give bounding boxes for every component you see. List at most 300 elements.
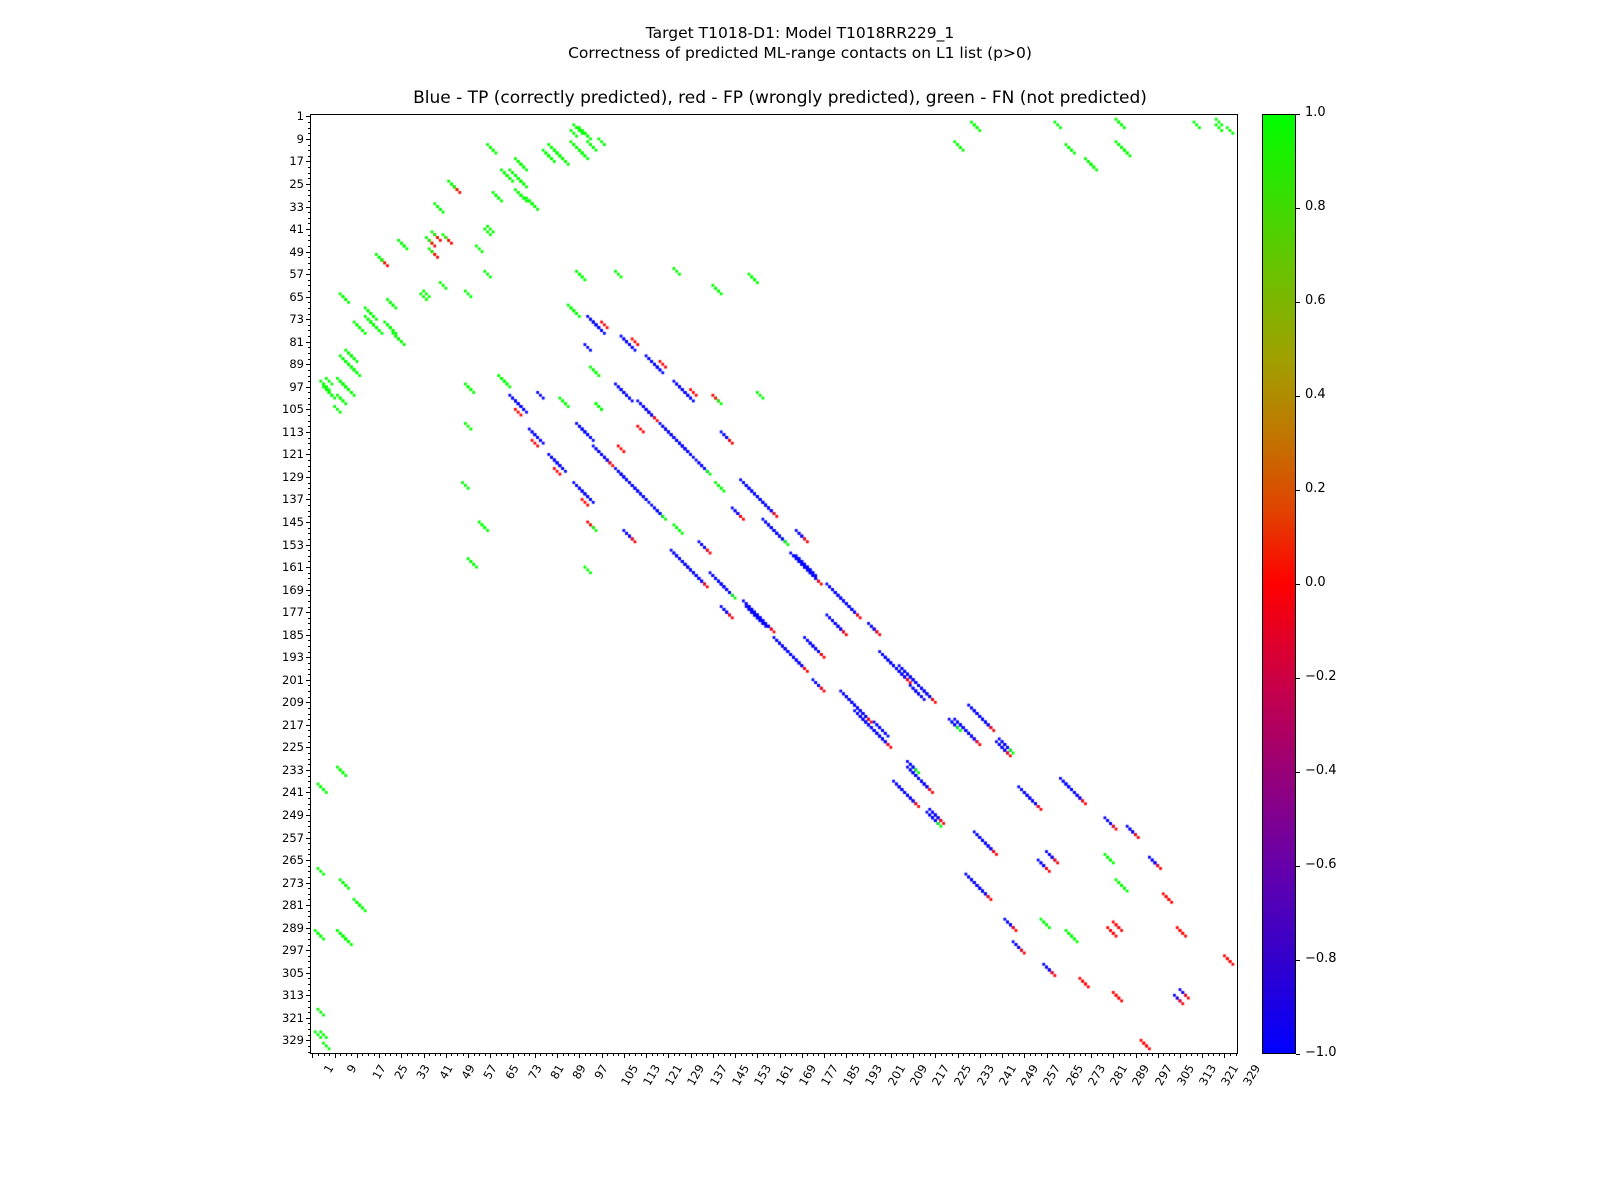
x-tick-281: [1091, 1054, 1092, 1058]
x-tick-label-129: 129: [684, 1062, 708, 1089]
x-tick-label-153: 153: [751, 1062, 775, 1089]
y-minor-tick: [308, 832, 310, 833]
x-minor-tick: [818, 1054, 819, 1056]
x-minor-tick: [730, 1054, 731, 1056]
y-tick-217: [306, 725, 310, 726]
x-tick-label-89: 89: [569, 1062, 589, 1082]
x-minor-tick: [807, 1054, 808, 1056]
x-minor-tick: [451, 1054, 452, 1056]
x-minor-tick: [746, 1054, 747, 1056]
y-tick-label-33: 33: [289, 199, 304, 214]
y-tick-label-153: 153: [282, 537, 304, 552]
x-minor-tick: [390, 1054, 391, 1056]
x-minor-tick: [546, 1054, 547, 1056]
x-minor-tick: [474, 1054, 475, 1056]
y-minor-tick: [308, 488, 310, 489]
x-minor-tick: [552, 1054, 553, 1056]
x-tick-233: [958, 1054, 959, 1058]
x-tick-193: [846, 1054, 847, 1058]
x-minor-tick: [768, 1054, 769, 1056]
x-tick-label-105: 105: [617, 1062, 641, 1089]
colorbar-tick-label: −0.4: [1305, 763, 1337, 778]
y-tick-129: [306, 477, 310, 478]
y-tick-label-313: 313: [282, 988, 304, 1003]
y-minor-tick: [308, 240, 310, 241]
y-minor-tick: [308, 736, 310, 737]
y-minor-tick: [308, 787, 310, 788]
x-minor-tick: [346, 1054, 347, 1056]
x-minor-tick: [791, 1054, 792, 1056]
y-minor-tick: [308, 415, 310, 416]
x-minor-tick: [385, 1054, 386, 1056]
x-minor-tick: [362, 1054, 363, 1056]
x-tick-label-17: 17: [369, 1062, 389, 1082]
x-tick-label-33: 33: [413, 1062, 434, 1082]
x-tick-label-113: 113: [639, 1062, 663, 1089]
y-minor-tick: [308, 178, 310, 179]
colorbar-tick: [1296, 302, 1300, 303]
x-tick-label-265: 265: [1062, 1062, 1086, 1089]
colorbar-tick: [1296, 584, 1300, 585]
x-minor-tick: [524, 1054, 525, 1056]
y-minor-tick: [308, 133, 310, 134]
y-minor-tick: [308, 652, 310, 653]
y-minor-tick: [308, 871, 310, 872]
x-minor-tick: [1013, 1054, 1014, 1056]
y-minor-tick: [308, 449, 310, 450]
y-minor-tick: [308, 933, 310, 934]
y-minor-tick: [308, 330, 310, 331]
y-tick-label-209: 209: [282, 695, 304, 710]
y-minor-tick: [308, 201, 310, 202]
x-tick-177: [802, 1054, 803, 1058]
y-minor-tick: [308, 404, 310, 405]
y-minor-tick: [308, 347, 310, 348]
x-tick-33: [401, 1054, 402, 1058]
x-minor-tick: [863, 1054, 864, 1056]
x-minor-tick: [368, 1054, 369, 1056]
y-minor-tick: [308, 821, 310, 822]
colorbar-tick: [1296, 678, 1300, 679]
x-minor-tick: [374, 1054, 375, 1056]
y-minor-tick: [308, 629, 310, 630]
x-minor-tick: [1147, 1054, 1148, 1056]
y-minor-tick: [308, 916, 310, 917]
y-minor-tick: [308, 1029, 310, 1030]
x-tick-17: [357, 1054, 358, 1058]
x-minor-tick: [685, 1054, 686, 1056]
colorbar-tick-label: 0.8: [1305, 199, 1326, 214]
x-tick-217: [913, 1054, 914, 1058]
x-minor-tick: [919, 1054, 920, 1056]
x-minor-tick: [930, 1054, 931, 1056]
x-minor-tick: [1236, 1054, 1237, 1056]
y-minor-tick: [308, 984, 310, 985]
x-minor-tick: [407, 1054, 408, 1056]
x-tick-161: [757, 1054, 758, 1058]
colorbar-tick-label: 1.0: [1305, 105, 1326, 120]
x-tick-225: [935, 1054, 936, 1058]
y-tick-label-305: 305: [282, 965, 304, 980]
x-minor-tick: [590, 1054, 591, 1056]
y-minor-tick: [308, 607, 310, 608]
y-tick-label-225: 225: [282, 740, 304, 755]
y-tick-label-17: 17: [289, 154, 304, 169]
figure-suptitle-line2: Correctness of predicted ML-range contacts on L1 list (p>0): [568, 44, 1032, 62]
y-minor-tick: [308, 212, 310, 213]
x-minor-tick: [963, 1054, 964, 1056]
y-tick-label-25: 25: [289, 177, 304, 191]
x-minor-tick: [1174, 1054, 1175, 1056]
y-minor-tick: [308, 1001, 310, 1002]
x-minor-tick: [985, 1054, 986, 1056]
x-tick-137: [691, 1054, 692, 1058]
y-minor-tick: [308, 528, 310, 529]
x-tick-label-137: 137: [706, 1062, 730, 1089]
contact-map-canvas: [311, 115, 1237, 1053]
y-minor-tick: [308, 1012, 310, 1013]
y-tick-label-289: 289: [282, 920, 304, 935]
y-tick-label-113: 113: [282, 424, 304, 439]
x-minor-tick: [996, 1054, 997, 1056]
y-tick-label-185: 185: [282, 627, 304, 642]
x-tick-25: [379, 1054, 380, 1058]
x-minor-tick: [774, 1054, 775, 1056]
y-tick-161: [306, 567, 310, 568]
x-minor-tick: [429, 1054, 430, 1056]
x-tick-label-305: 305: [1173, 1062, 1197, 1089]
y-minor-tick: [308, 804, 310, 805]
y-tick-65: [306, 297, 310, 298]
x-minor-tick: [324, 1054, 325, 1056]
y-tick-label-57: 57: [289, 267, 304, 282]
x-minor-tick: [974, 1054, 975, 1056]
x-minor-tick: [796, 1054, 797, 1056]
x-minor-tick: [707, 1054, 708, 1056]
x-minor-tick: [969, 1054, 970, 1056]
y-tick-193: [306, 657, 310, 658]
y-tick-73: [306, 319, 310, 320]
colorbar-tick: [1296, 1054, 1300, 1055]
x-tick-241: [980, 1054, 981, 1058]
x-minor-tick: [1041, 1054, 1042, 1056]
x-tick-label-193: 193: [862, 1062, 886, 1089]
x-tick-129: [668, 1054, 669, 1058]
x-minor-tick: [663, 1054, 664, 1056]
y-tick-89: [306, 364, 310, 365]
x-tick-49: [446, 1054, 447, 1058]
x-minor-tick: [1208, 1054, 1209, 1056]
x-minor-tick: [902, 1054, 903, 1056]
contact-map-plot: [310, 114, 1238, 1054]
x-minor-tick: [885, 1054, 886, 1056]
x-minor-tick: [952, 1054, 953, 1056]
x-tick-97: [579, 1054, 580, 1058]
x-tick-label-281: 281: [1106, 1062, 1131, 1089]
x-minor-tick: [1097, 1054, 1098, 1056]
y-minor-tick: [308, 1023, 310, 1024]
y-minor-tick: [308, 443, 310, 444]
x-minor-tick: [1230, 1054, 1231, 1056]
x-tick-label-329: 329: [1240, 1062, 1264, 1089]
colorbar-tick-label: 0.0: [1305, 575, 1326, 590]
x-minor-tick: [679, 1054, 680, 1056]
x-minor-tick: [340, 1054, 341, 1056]
x-minor-tick: [1163, 1054, 1164, 1056]
x-tick-249: [1002, 1054, 1003, 1058]
x-minor-tick: [1108, 1054, 1109, 1056]
colorbar-tick-label: −1.0: [1305, 1045, 1337, 1060]
y-tick-113: [306, 432, 310, 433]
x-minor-tick: [896, 1054, 897, 1056]
y-tick-185: [306, 635, 310, 636]
x-tick-313: [1180, 1054, 1181, 1058]
x-tick-label-321: 321: [1218, 1062, 1242, 1089]
y-minor-tick: [308, 325, 310, 326]
y-tick-241: [306, 792, 310, 793]
y-tick-249: [306, 815, 310, 816]
x-minor-tick: [351, 1054, 352, 1056]
y-tick-label-161: 161: [282, 560, 304, 575]
x-minor-tick: [635, 1054, 636, 1056]
y-tick-209: [306, 702, 310, 703]
y-tick-273: [306, 883, 310, 884]
y-minor-tick: [308, 967, 310, 968]
y-minor-tick: [308, 263, 310, 264]
x-tick-105: [602, 1054, 603, 1058]
y-tick-105: [306, 409, 310, 410]
x-tick-label-41: 41: [435, 1062, 456, 1082]
y-tick-label-145: 145: [282, 515, 304, 530]
x-tick-label-241: 241: [995, 1062, 1019, 1089]
x-tick-label-97: 97: [591, 1062, 612, 1082]
y-tick-169: [306, 590, 310, 591]
x-tick-89: [557, 1054, 558, 1058]
y-tick-289: [306, 928, 310, 929]
y-minor-tick: [308, 742, 310, 743]
x-minor-tick: [463, 1054, 464, 1056]
x-minor-tick: [1102, 1054, 1103, 1056]
y-minor-tick: [308, 128, 310, 129]
x-minor-tick: [618, 1054, 619, 1056]
y-minor-tick: [308, 505, 310, 506]
x-tick-label-185: 185: [840, 1062, 864, 1089]
y-tick-label-281: 281: [282, 898, 304, 913]
y-minor-tick: [308, 516, 310, 517]
y-tick-1: [306, 116, 310, 117]
y-minor-tick: [308, 353, 310, 354]
x-minor-tick: [718, 1054, 719, 1056]
x-minor-tick: [1197, 1054, 1198, 1056]
x-tick-257: [1024, 1054, 1025, 1058]
y-minor-tick: [308, 280, 310, 281]
colorbar-tick-label: −0.2: [1305, 669, 1337, 684]
y-minor-tick: [308, 640, 310, 641]
x-minor-tick: [1052, 1054, 1053, 1056]
y-tick-265: [306, 860, 310, 861]
y-tick-145: [306, 522, 310, 523]
x-tick-label-169: 169: [795, 1062, 819, 1089]
x-tick-201: [869, 1054, 870, 1058]
x-minor-tick: [1152, 1054, 1153, 1056]
x-minor-tick: [880, 1054, 881, 1056]
y-tick-label-241: 241: [282, 785, 304, 800]
x-minor-tick: [1130, 1054, 1131, 1056]
x-minor-tick: [763, 1054, 764, 1056]
y-minor-tick: [308, 291, 310, 292]
y-minor-tick: [308, 533, 310, 534]
y-minor-tick: [308, 595, 310, 596]
x-minor-tick: [507, 1054, 508, 1056]
x-tick-label-81: 81: [547, 1062, 567, 1082]
y-minor-tick: [308, 646, 310, 647]
y-tick-305: [306, 973, 310, 974]
y-minor-tick: [308, 376, 310, 377]
y-tick-81: [306, 342, 310, 343]
x-minor-tick: [841, 1054, 842, 1056]
y-minor-tick: [308, 550, 310, 551]
y-tick-label-233: 233: [282, 762, 304, 777]
x-minor-tick: [501, 1054, 502, 1056]
y-minor-tick: [308, 392, 310, 393]
y-minor-tick: [308, 708, 310, 709]
y-tick-label-273: 273: [282, 875, 304, 890]
x-tick-label-225: 225: [951, 1062, 975, 1089]
colorbar-tick: [1296, 208, 1300, 209]
y-tick-label-249: 249: [282, 807, 304, 822]
x-minor-tick: [540, 1054, 541, 1056]
y-tick-label-169: 169: [282, 582, 304, 597]
y-tick-225: [306, 747, 310, 748]
y-minor-tick: [308, 336, 310, 337]
y-minor-tick: [308, 381, 310, 382]
y-minor-tick: [308, 990, 310, 991]
y-minor-tick: [308, 781, 310, 782]
x-tick-209: [891, 1054, 892, 1058]
y-tick-label-49: 49: [289, 244, 304, 259]
x-tick-label-49: 49: [458, 1062, 478, 1082]
y-minor-tick: [308, 460, 310, 461]
x-tick-label-1: 1: [321, 1062, 337, 1076]
x-minor-tick: [1186, 1054, 1187, 1056]
x-minor-tick: [412, 1054, 413, 1056]
y-minor-tick: [308, 753, 310, 754]
y-tick-label-177: 177: [282, 605, 304, 620]
x-minor-tick: [568, 1054, 569, 1056]
y-tick-233: [306, 770, 310, 771]
x-tick-label-161: 161: [773, 1062, 797, 1089]
y-tick-label-1: 1: [296, 109, 304, 124]
y-minor-tick: [308, 759, 310, 760]
x-minor-tick: [1085, 1054, 1086, 1056]
y-minor-tick: [308, 150, 310, 151]
x-tick-41: [424, 1054, 425, 1058]
x-minor-tick: [830, 1054, 831, 1056]
x-minor-tick: [1213, 1054, 1214, 1056]
y-minor-tick: [308, 685, 310, 686]
y-minor-tick: [308, 623, 310, 624]
x-tick-label-297: 297: [1151, 1062, 1175, 1089]
colorbar: [1262, 114, 1296, 1054]
y-minor-tick: [308, 956, 310, 957]
y-minor-tick: [308, 190, 310, 191]
x-minor-tick: [924, 1054, 925, 1056]
y-tick-label-297: 297: [282, 943, 304, 958]
y-minor-tick: [308, 1007, 310, 1008]
y-minor-tick: [308, 663, 310, 664]
y-minor-tick: [308, 466, 310, 467]
y-minor-tick: [308, 945, 310, 946]
y-minor-tick: [308, 1046, 310, 1047]
y-minor-tick: [308, 156, 310, 157]
x-minor-tick: [813, 1054, 814, 1056]
y-tick-153: [306, 545, 310, 546]
x-minor-tick: [785, 1054, 786, 1056]
colorbar-tick: [1296, 960, 1300, 961]
x-minor-tick: [1058, 1054, 1059, 1056]
y-minor-tick: [308, 854, 310, 855]
x-tick-9: [335, 1054, 336, 1058]
y-tick-281: [306, 905, 310, 906]
x-minor-tick: [1035, 1054, 1036, 1056]
y-minor-tick: [308, 314, 310, 315]
y-minor-tick: [308, 584, 310, 585]
x-minor-tick: [702, 1054, 703, 1056]
y-minor-tick: [308, 978, 310, 979]
y-minor-tick: [308, 843, 310, 844]
x-minor-tick: [874, 1054, 875, 1056]
x-tick-297: [1136, 1054, 1137, 1058]
y-minor-tick: [308, 730, 310, 731]
y-tick-label-65: 65: [289, 289, 304, 304]
y-minor-tick: [308, 809, 310, 810]
y-minor-tick: [308, 302, 310, 303]
x-tick-153: [735, 1054, 736, 1058]
y-minor-tick: [308, 826, 310, 827]
y-tick-label-73: 73: [289, 312, 304, 327]
x-minor-tick: [857, 1054, 858, 1056]
x-tick-329: [1224, 1054, 1225, 1058]
x-minor-tick: [741, 1054, 742, 1056]
x-minor-tick: [852, 1054, 853, 1056]
y-tick-41: [306, 229, 310, 230]
y-minor-tick: [308, 714, 310, 715]
y-tick-label-41: 41: [289, 222, 304, 237]
y-tick-25: [306, 184, 310, 185]
x-minor-tick: [652, 1054, 653, 1056]
y-tick-label-321: 321: [282, 1010, 304, 1025]
y-minor-tick: [308, 899, 310, 900]
x-minor-tick: [613, 1054, 614, 1056]
x-tick-145: [713, 1054, 714, 1058]
y-minor-tick: [308, 866, 310, 867]
y-tick-label-257: 257: [282, 830, 304, 845]
y-tick-label-137: 137: [282, 492, 304, 507]
x-tick-label-209: 209: [906, 1062, 930, 1089]
y-minor-tick: [308, 257, 310, 258]
y-tick-201: [306, 680, 310, 681]
x-tick-169: [780, 1054, 781, 1058]
x-tick-label-217: 217: [929, 1062, 953, 1089]
x-minor-tick: [696, 1054, 697, 1056]
x-minor-tick: [641, 1054, 642, 1056]
x-tick-321: [1202, 1054, 1203, 1058]
x-tick-label-177: 177: [817, 1062, 841, 1089]
y-minor-tick: [308, 561, 310, 562]
x-minor-tick: [1063, 1054, 1064, 1056]
figure-suptitle-line1: Target T1018-D1: Model T1018RR229_1: [645, 24, 955, 42]
colorbar-tick: [1296, 866, 1300, 867]
